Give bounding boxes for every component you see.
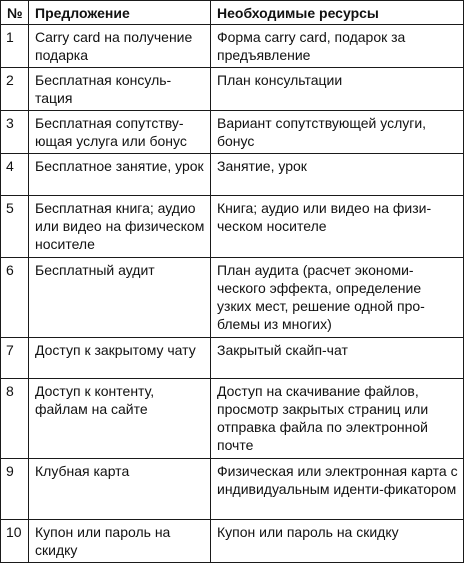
row-offer: Бесплатная книга; аудио или видео на физическом носителе: [29, 196, 211, 258]
row-number: 7: [1, 338, 29, 379]
row-resources: Купон или пароль на скидку: [211, 520, 464, 563]
row-number: 4: [1, 154, 29, 196]
table-row: [1, 154, 464, 196]
row-number: 8: [1, 379, 29, 459]
row-resources: Закрытый скайп-чат: [211, 338, 464, 379]
header-offer: Предложение: [29, 1, 211, 25]
row-number: 3: [1, 111, 29, 154]
table-row: [1, 258, 464, 338]
row-resources: Вариант сопутствующей услуги, бонус: [211, 111, 464, 154]
row-offer: Купон или пароль на скидку: [29, 520, 211, 563]
table-row: [1, 25, 464, 68]
row-resources: Занятие, урок: [211, 154, 464, 196]
row-resources: Физическая или электронная карта с индивидуальным иденти-фикатором: [211, 459, 464, 520]
row-offer: Бесплатное занятие, урок: [29, 154, 211, 196]
row-offer: Бесплатная консуль-тация: [29, 68, 211, 111]
table-row: [1, 68, 464, 111]
row-number: 9: [1, 459, 29, 520]
row-resources: План аудита (расчет экономи-ческого эффекта, определение узких мест, решение одной про-блемы из многих): [211, 258, 464, 338]
table-row: [1, 379, 464, 459]
row-offer: Доступ к закрытому чату: [29, 338, 211, 379]
row-number: 5: [1, 196, 29, 258]
row-resources: Книга; аудио или видео на физи-ческом носителе: [211, 196, 464, 258]
row-resources: Форма carry card, подарок за предъявление: [211, 25, 464, 68]
row-number: 2: [1, 68, 29, 111]
row-number: 1: [1, 25, 29, 68]
table-header-row: [1, 1, 464, 25]
row-number: 6: [1, 258, 29, 338]
table-row: [1, 196, 464, 258]
row-offer: Carry card на получение подарка: [29, 25, 211, 68]
row-resources: План консультации: [211, 68, 464, 111]
row-offer: Доступ к контенту, файлам на сайте: [29, 379, 211, 459]
row-offer: Клубная карта: [29, 459, 211, 520]
table-row: [1, 459, 464, 520]
header-resources: Необходимые ресурсы: [211, 1, 464, 25]
row-resources: Доступ на скачивание файлов, просмотр закрытых страниц или отправка файла по электронной почте: [211, 379, 464, 459]
row-number: 10: [1, 520, 29, 563]
table-row: [1, 111, 464, 154]
header-number: №: [1, 1, 29, 25]
table-row: [1, 520, 464, 563]
row-offer: Бесплатный аудит: [29, 258, 211, 338]
table-row: [1, 338, 464, 379]
row-offer: Бесплатная сопутству-ющая услуга или бонус: [29, 111, 211, 154]
